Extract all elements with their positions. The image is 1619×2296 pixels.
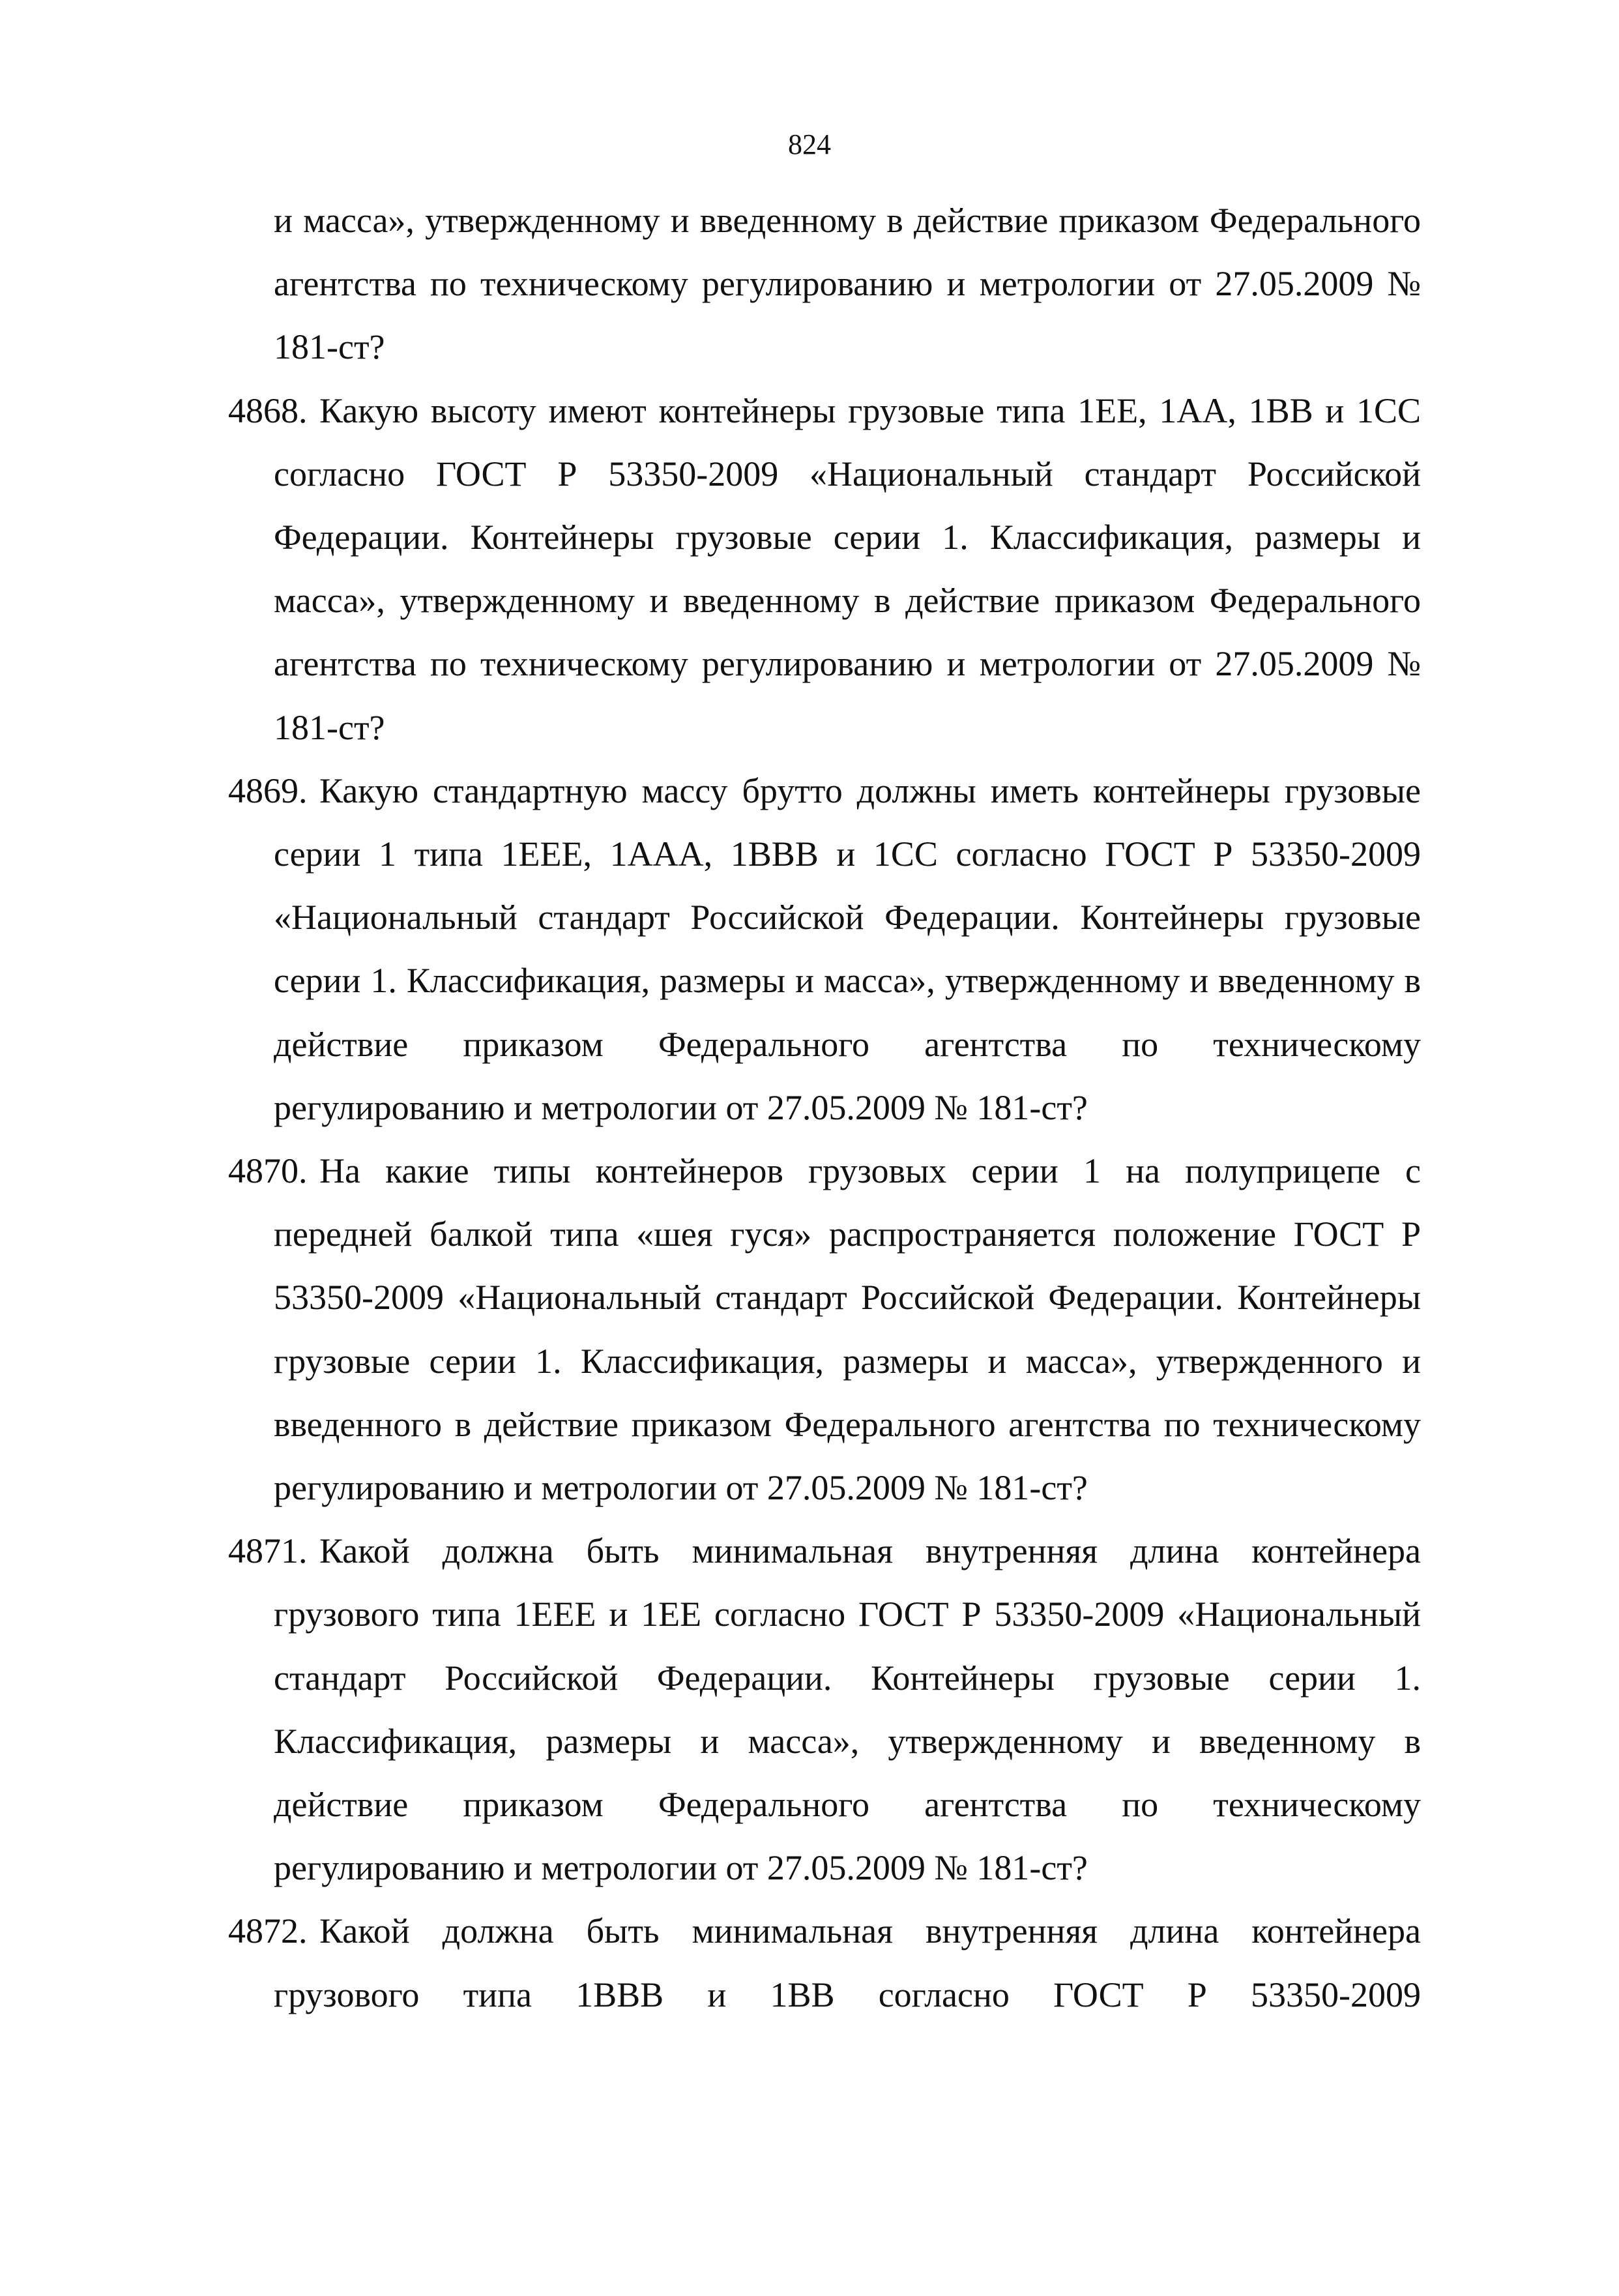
question-text: Какую высоту имеют контейнеры грузовые типа 1ЕЕ, 1АА, 1ВВ и 1СС согласно ГОСТ Р 53350-2009 «Национальный стандарт Российской Федерации. Контейнеры грузовые серии 1. Классификация, размеры и масса», утвержденному и введенному в действие приказом Федерального агентства по техническому регулированию и метрологии от 27.05.2009 № 181-ст? — [274, 390, 1421, 747]
question-text: Какой должна быть минимальная внутренняя длина контейнера грузового типа 1ЕЕЕ и 1ЕЕ согласно ГОСТ Р 53350-2009 «Национальный стандарт Российской Федерации. Контейнеры грузовые серии 1. Классификация, размеры и масса», утвержденному и введенному в действие приказом Федерального агентства по техническому регулированию и метрологии от 27.05.2009 № 181-ст? — [274, 1531, 1421, 1888]
question-number: 4870. — [228, 1151, 308, 1191]
question-item — [228, 1900, 1421, 2026]
question-number: 4868. — [228, 390, 308, 430]
continuation-paragraph: и масса», утвержденному и введенному в действие приказом Федерального агентства по техническому регулированию и метрологии от 27.05.2009 № 181-ст? — [274, 201, 1421, 367]
page-number: 824 — [788, 128, 831, 160]
question-item — [228, 379, 1421, 759]
question-item — [228, 1520, 1421, 1900]
question-number: 4869. — [228, 771, 308, 810]
question-text: На какие типы контейнеров грузовых серии 1 на полуприцепе с передней балкой типа «шея гуся» распространяется положение ГОСТ Р 53350-2009 «Национальный стандарт Российской Федерации. Контейнеры грузовые серии 1. Классификация, размеры и масса», утвержденного и введенного в действие приказом Федерального агентства по техническому регулированию и метрологии от 27.05.2009 № 181-ст? — [274, 1151, 1421, 1508]
question-number: 4872. — [228, 1911, 308, 1951]
question-number: 4871. — [228, 1531, 308, 1571]
question-text: Какую стандартную массу брутто должны иметь контейнеры грузовые серии 1 типа 1ЕЕЕ, 1ААА, 1ВВВ и 1СС согласно ГОСТ Р 53350-2009 «Национальный стандарт Российской Федерации. Контейнеры грузовые серии 1. Классификация, размеры и масса», утвержденному и введенному в действие приказом Федерального агентства по техническому регулированию и метрологии от 27.05.2009 № 181-ст? — [274, 771, 1421, 1127]
document-body — [228, 189, 1421, 2027]
question-text: Какой должна быть минимальная внутренняя длина контейнера грузового типа 1ВВВ и 1ВВ согласно ГОСТ Р 53350-2009 — [274, 1911, 1421, 2014]
question-item — [228, 759, 1421, 1140]
question-item — [228, 1140, 1421, 1520]
